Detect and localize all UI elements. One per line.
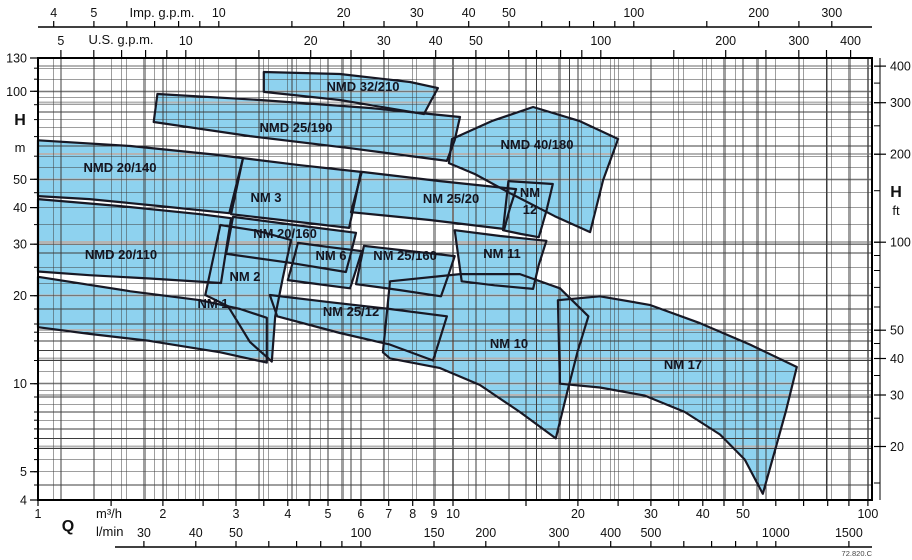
imp-gpm-tick-label: 300: [821, 6, 843, 20]
region-label-nm-25-12: NM 25/12: [322, 304, 380, 319]
region-label-nm-25-20: NM 25/20: [422, 191, 480, 206]
q-m3h-tick-label: 9: [430, 507, 438, 521]
q-m3h-tick-label: 1: [34, 507, 42, 521]
imp-gpm-tick-label: 50: [501, 6, 516, 20]
us-gpm-tick-label: 5: [57, 34, 65, 48]
h-ft-tick-label: 300: [890, 96, 911, 111]
q-m3h-tick-label: 50: [736, 507, 750, 521]
q-m3h-tick-label: 10: [446, 507, 460, 521]
us-gpm-tick-label: 200: [715, 34, 737, 48]
us-gpm-tick-label: 20: [303, 34, 318, 48]
q-m3h-tick-label: 5: [324, 507, 332, 521]
region-label-nmd-20-110: NMD 20/110: [84, 247, 158, 262]
region-label-nmd-25-190: NMD 25/190: [259, 120, 333, 135]
region-label-nm-2: NM 2: [229, 269, 261, 284]
h-m-tick-label: 4: [20, 493, 27, 508]
h-ft-tick-label: 40: [890, 352, 904, 366]
region-label-nm-12-0: NM: [519, 185, 541, 200]
drawing-code: 72.820.C: [841, 549, 872, 558]
axis-q-m3h: [35, 500, 879, 535]
h-m-axis-unit: m: [14, 140, 26, 155]
region-label-nm-1: NM 1: [197, 296, 229, 311]
us-gpm-tick-label: 30: [376, 34, 391, 48]
h-ft-axis-title: H: [890, 184, 902, 201]
h-m-tick-label: 130: [6, 51, 27, 66]
h-ft-tick-label: 200: [890, 147, 911, 162]
q-lmin-axis-unit: l/min: [96, 524, 124, 539]
imp-gpm-tick-label: 200: [748, 6, 770, 20]
imp-gpm-tick-label: 5: [90, 6, 98, 20]
h-m-axis-title: H: [14, 112, 26, 129]
imp-gpm-tick-label: 10: [211, 6, 226, 20]
q-m3h-tick-label: 7: [385, 507, 393, 521]
us-gpm-tick-label: 50: [468, 34, 483, 48]
q-lmin-tick-label: 1000: [761, 526, 790, 540]
imp-gpm-tick-label: 100: [623, 6, 645, 20]
q-m3h-tick-label: 20: [570, 507, 585, 521]
region-label-nm-10: NM 10: [489, 336, 529, 351]
imp-gpm-tick-label: 30: [409, 6, 424, 20]
h-m-tick-label: 5: [20, 465, 27, 480]
imp-gpm-tick-label: 4: [50, 6, 58, 20]
q-lmin-tick-label: 500: [640, 526, 662, 540]
q-m3h-tick-label: 3: [232, 507, 240, 521]
axis-q-lmin: [96, 524, 872, 547]
h-ft-tick-label: 100: [890, 235, 911, 250]
h-ft-tick-label: 20: [890, 440, 904, 454]
h-m-tick-label: 40: [13, 201, 27, 216]
q-m3h-tick-label: 30: [643, 507, 658, 521]
h-m-tick-label: 50: [13, 172, 27, 187]
q-lmin-tick-label: 200: [475, 526, 497, 540]
q-m3h-tick-label: 4: [284, 507, 292, 521]
region-fill-nmd-20-110: [38, 199, 231, 283]
h-m-tick-label: 10: [13, 377, 27, 392]
region-label-nm-17: NM 17: [663, 357, 703, 372]
h-m-tick-label: 30: [13, 237, 27, 252]
q-lmin-tick-label: 300: [548, 526, 570, 540]
q-lmin-tick-label: 50: [229, 526, 243, 540]
q-lmin-tick-label: 100: [350, 526, 372, 540]
q-m3h-tick-label: 100: [857, 507, 879, 521]
q-m3h-tick-label: 40: [695, 507, 710, 521]
q-lmin-tick-label: 40: [188, 526, 203, 540]
region-label-nmd-20-140: NMD 20/140: [83, 160, 157, 175]
q-lmin-tick-label: 30: [136, 526, 151, 540]
us-gpm-tick-label: 100: [590, 34, 612, 48]
region-label-nmd-40-180: NMD 40/180: [500, 137, 574, 152]
region-label-nm-3: NM 3: [250, 190, 282, 205]
h-ft-axis-unit: ft: [892, 203, 900, 218]
region-label-nm-6: NM 6: [315, 248, 347, 263]
us-gpm-axis-title: U.S. g.p.m.: [88, 32, 154, 47]
q-m3h-tick-label: 8: [409, 507, 417, 521]
axis-h-m: [6, 52, 38, 508]
imp-gpm-axis-title: Imp. g.p.m.: [129, 5, 195, 20]
region-label-nmd-32-210: NMD 32/210: [326, 79, 400, 94]
q-m3h-axis-unit: m³/h: [96, 506, 122, 521]
q-axis-title: Q: [61, 518, 75, 535]
q-m3h-tick-label: 6: [357, 507, 365, 521]
us-gpm-tick-label: 10: [178, 34, 193, 48]
imp-gpm-tick-label: 40: [461, 6, 476, 20]
us-gpm-tick-label: 40: [428, 34, 443, 48]
imp-gpm-tick-label: 20: [336, 6, 351, 20]
q-lmin-tick-label: 400: [600, 526, 622, 540]
region-label-nm-20-160: NM 20/160: [253, 226, 317, 241]
q-lmin-tick-label: 150: [423, 526, 445, 540]
us-gpm-tick-label: 300: [788, 34, 810, 48]
h-ft-tick-label: 50: [890, 323, 904, 338]
region-label-nm-12-1: 12: [522, 202, 538, 217]
h-ft-tick-label: 400: [890, 59, 911, 74]
us-gpm-tick-label: 400: [840, 34, 862, 48]
axis-imp-gpm: [38, 5, 872, 27]
pump-region-fills: [38, 72, 797, 494]
q-m3h-tick-label: 2: [159, 507, 167, 521]
h-m-tick-label: 20: [13, 289, 27, 304]
region-label-nm-25-160: NM 25/160: [373, 248, 437, 263]
h-ft-tick-label: 30: [890, 388, 904, 403]
axis-us-gpm: [57, 32, 861, 58]
region-label-nm-11: NM 11: [483, 246, 521, 261]
q-lmin-tick-label: 1500: [834, 526, 863, 540]
h-m-tick-label: 100: [6, 84, 27, 99]
